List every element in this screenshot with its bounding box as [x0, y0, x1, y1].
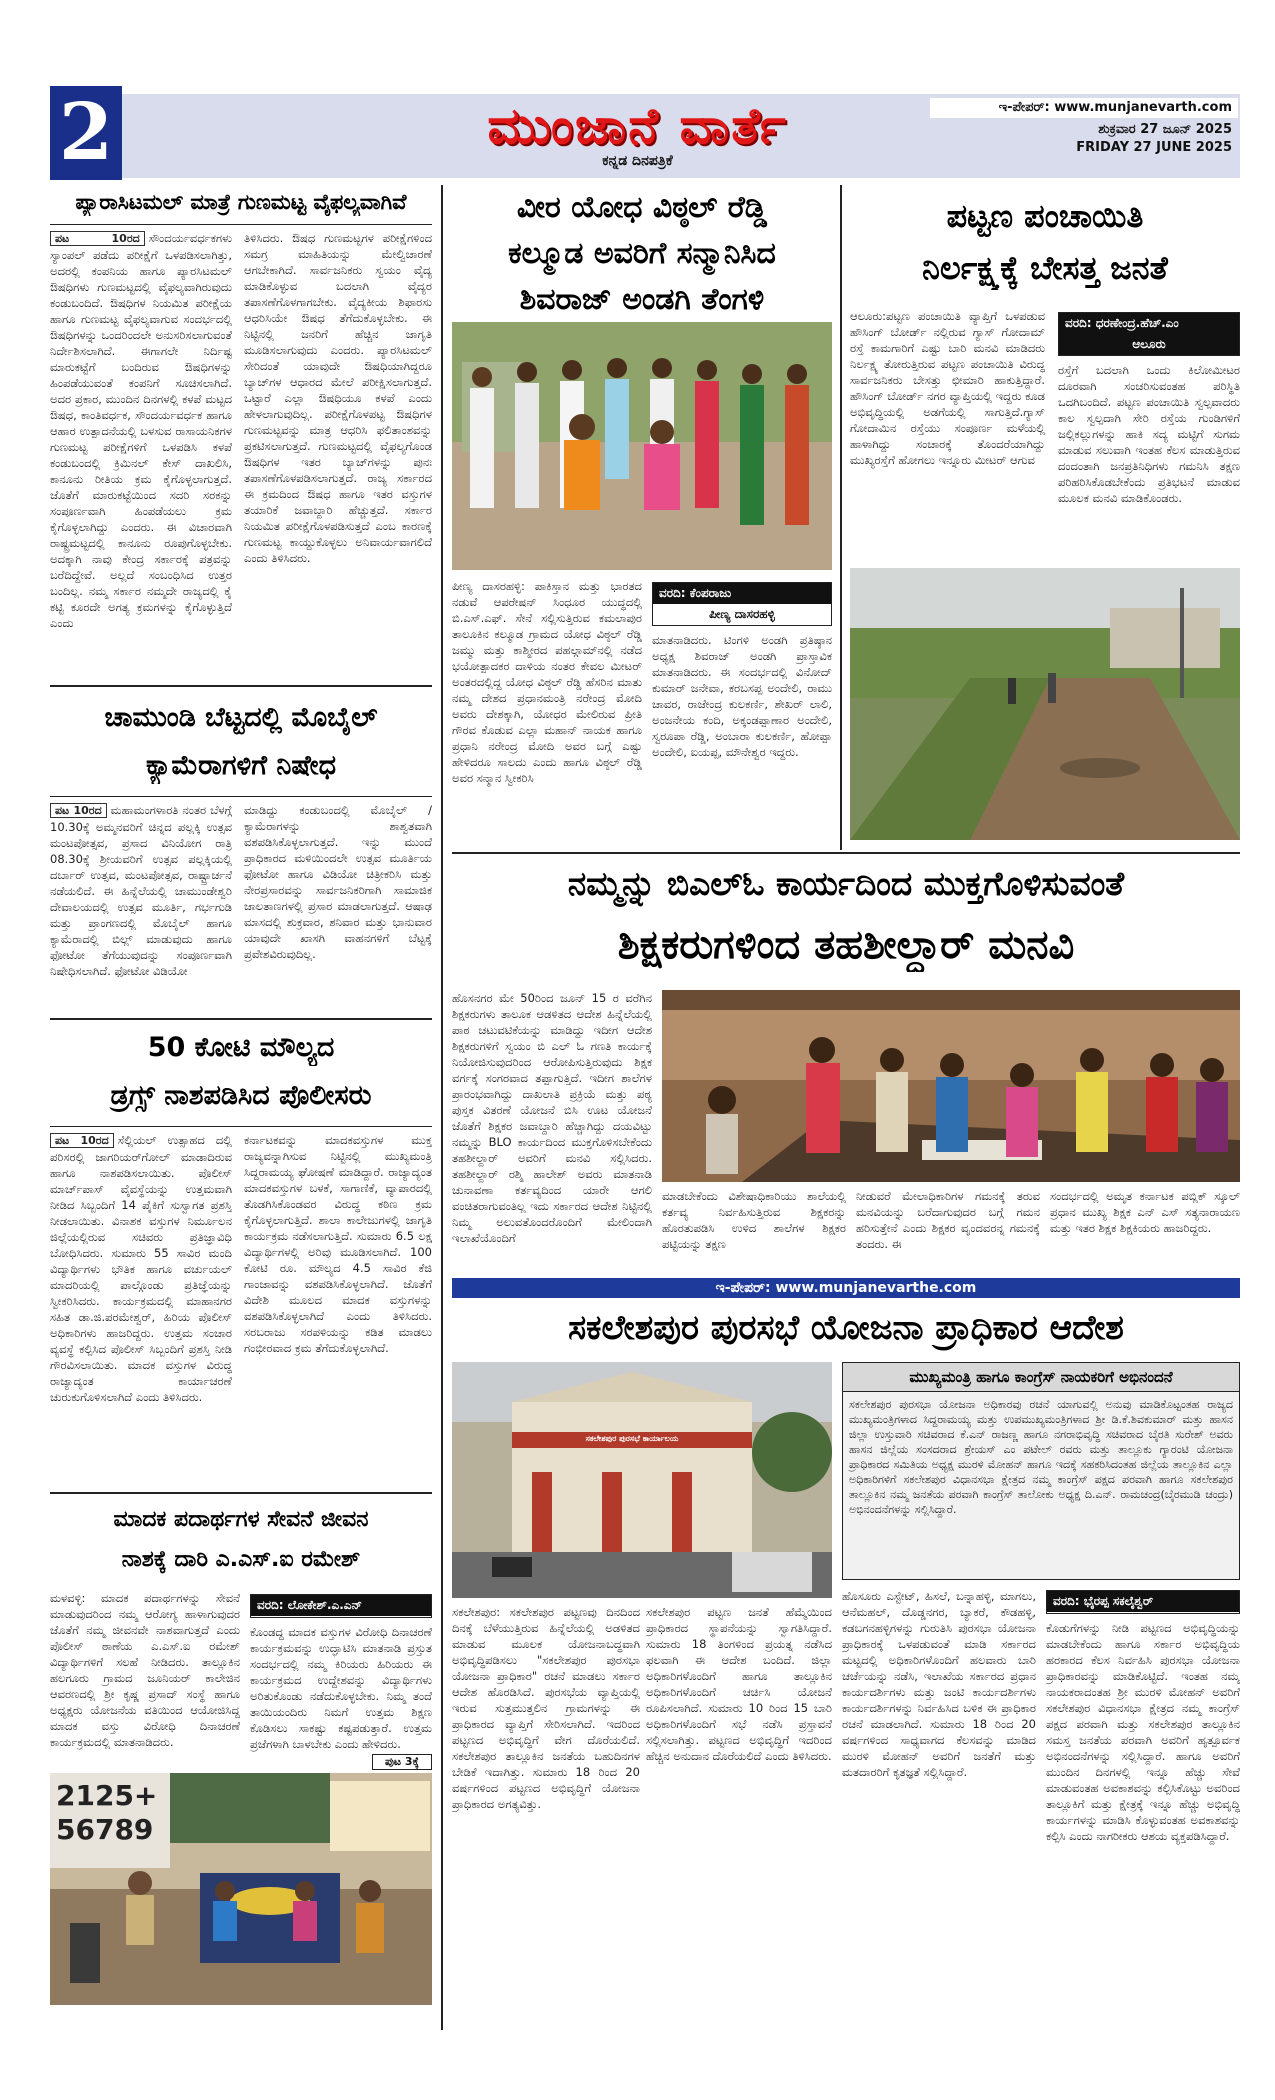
a2-dateline: ಪಟ 10ರದ [50, 803, 107, 818]
town-hall-sign: ಸಕಲೇಶಪುರ ಪುರಸಭೆ ಕಾರ್ಯಾಲಯ [585, 1434, 679, 1443]
a6-byline [1058, 312, 1240, 356]
a1-rule [50, 224, 432, 225]
a2-headline-1: ಚಾಮುಂಡಿ ಬೆಟ್ಟದಲ್ಲಿ ಮೊಬೈಲ್ [104, 702, 378, 733]
a3-rule [50, 1126, 432, 1127]
blackboard-digits-1: 2125+ [56, 1779, 158, 1812]
a7-body-b3: ಸಂದರ್ಭದಲ್ಲಿ ಅಮೃತ ಕರ್ನಾಟಕ ಪಬ್ಲಿಕ್ ಸ್ಕೂಲ್ ಪ್ರಧಾನ ಮುಖ್ಯ ಶಿಕ್ಷಕ ಎನ್ ಎಸ್ ಸತ್ಯನಾರಾಯಣ ಮತ್ತು ಇತರ ಶಿಕ್ಷಕ ಶಿಕ್ಷಕಿಯರು ಹಾಜರಿದ್ದರು. [1050, 1189, 1240, 1235]
a2-rule [50, 796, 432, 797]
a3-bottom-rule [50, 1492, 432, 1494]
a6-headline-1: ಪಟ್ಟಣ ಪಂಚಾಯಿತಿ [946, 197, 1144, 235]
a1-dateline: ಪಟ 10ರದ [50, 231, 145, 246]
a4-body-col1: ಮಳವಳ್ಳಿ: ಮಾದಕ ಪದಾರ್ಥಗಳನ್ನು ಸೇವನೆ ಮಾಡುವುದರಿಂದ ನಮ್ಮ ಆರೋಗ್ಯ ಹಾಳಾಗುವುದರ ಜೊತೆಗೆ ನಮ್ಮ ಜೀವನವೇ ನಾಶವಾಗುತ್ತದೆ ಎಂದು ಪೊಲೀಸ್ ಠಾಣೆಯ ಎ.ಎಸ್.ಐ ರಮೇಶ್ ವಿದ್ಯಾರ್ಥಿಗಳಿಗೆ ಸಲಹೆ ನೀಡಿದರು. ತಾಲ್ಲೂಕಿನ ಹಲಗೂರು ಗ್ರಾಮದ ಜೂನಿಯರ್ ಕಾಲೇಜಿನ ಆವರಣದಲ್ಲಿ ಶ್ರೀ ಕೃಷ್ಣ ಪ್ರಸಾದ್ ಸಂಸ್ಥೆ ಹಾಗೂ ಅಧ್ಯಕ್ಷರು ಯೋಜನೆಯ ವತಿಯಿಂದ ಆಯೋಜಿಸಿದ್ದ ಮಾದಕ ವಸ್ತು ವಿರೋಧಿ ದಿನಾಚರಣೆ ಕಾರ್ಯಕ್ರಮದಲ್ಲಿ ಮಾತನಾಡಿದರು. [50, 1591, 240, 1749]
a8-box-body: ಸಕಲೇಶಪುರ ಪುರಸಭಾ ಯೋಜನಾ ಅಧಿಕಾರವು ರಚನೆ ಯಾಗುವಲ್ಲಿ ಅನುವು ಮಾಡಿಕೊಟ್ಟಂತಹ ರಾಜ್ಯದ ಮುಖ್ಯಮಂತ್ರಿಗಳಾದ ಸಿದ್ದರಾಮಯ್ಯ ಮತ್ತು ಉಪಮುಖ್ಯಮಂತ್ರಿಗಳಾದ ಶ್ರೀ ಡಿ.ಕೆ.ಶಿವಕುಮಾರ್ ಮತ್ತು ಹಾಸನ ಜಿಲ್ಲಾ ಉಸ್ತುವಾರಿ ಸಚಿವರಾದ ಕೆ.ಎನ್ ರಾಜಣ್ಣ ಹಾಗೂ ನಗರಾಭಿವೃದ್ಧಿ ಸಚಿವರಾದ ಬೈರತಿ ಸುರೇಶ್ ಅವರು ಹಾಸನ ಜಿಲ್ಲೆಯ ಸಂಸದರಾದ ಶ್ರೇಯಸ್ ಎಂ ಪಟೇಲ್ ರವರು ಮತ್ತು ತಾಲ್ಲೂಕು ಗ್ಯಾರಂಟಿ ಯೋಜನಾ ಪ್ರಾಧಿಕಾರದ ಸಮಿತಿಯ ಅಧ್ಯಕ್ಷ ಮುರಳಿ ಮೋಹನ್ ಹಾಗೂ ಇದಕ್ಕೆ ಸಹಕರಿಸಿದಂತಹ ಜಿಲ್ಲೆಯ ತಾಲ್ಲೂಕಿನ ಎಲ್ಲಾ ಅಧಿಕಾರಿಗಳಿಗೆ ಸಕಲೇಶಪುರ ವಿಧಾನಸಭಾ ಕ್ಷೇತ್ರದ ನಮ್ಮ ಕಾಂಗ್ರೆಸ್ ಪಕ್ಷದ ಪರವಾಗಿ ಹಾಗೂ ಸಕಲೇಶಪುರ ತಾಲ್ಲೂಕಿನ ನಮ್ಮ ಜನತೆಯ ಪರವಾಗಿ ಕಾಂಗ್ರೆಸ್ ತಾಲೋಕು ಅಧ್ಯಕ್ಷ ದಿ.ಎನ್. ರಾಮಚಂದ್ರ(ಬೈರಮುಡಿ ಚಂದ್ರು) ಅಭಿನಂದನೆಗಳನ್ನು ಸಲ್ಲಿಸಿದ್ದಾರೆ. [849, 1398, 1233, 1517]
a1-text-1: ಸೌಂದರ್ಯವರ್ಧಕಗಳು ಸ್ಯಾಂಪಲ್ ಪಡೆದು ಪರೀಕ್ಷೆಗೆ ಒಳಪಡಿಸಲಾಗಿತ್ತು, ಅದರಲ್ಲಿ ಕಂಪನಿಯ ಹಾಗೂ ಪ್ಯಾರಸಿಟಮಲ್ ಔಷಧಿಗಳು ಗುಣಮಟ್ಟದಲ್ಲಿ ವೈಫಲ್ಯವಾಗಿರುವುದು ಕಂಡುಬಂದಿದೆ. ಔಷಧಿಗಳ ನಿಯಮಿತ ಪರೀಕ್ಷೆಯ ಹಾಗೂ ಗುಣಮಟ್ಟ ವೈಫಲ್ಯವಾಗುವ ಸಂದರ್ಭದಲ್ಲಿ ಔಷಧಿಗಳನ್ನು ಒಂದರಿಂದಲೇ ಅನುಸರಿಸಲಾಗುವಂತೆ ನಿರ್ದೇಶಿಸಲಾಗಿದೆ. ಈಗಾಗಲೇ ನಿರ್ದಿಷ್ಟ ಮಾರುಕಟ್ಟೆಗೆ ಬಂದಿರುವ ಔಷಧಿಗಳನ್ನು ಹಿಂಪಡೆಯುವಂತೆ ಕಂಪನಿಗೆ ಸೂಚಿಸಲಾಗಿದೆ. ಅದರ ಪ್ರಕಾರ, ಮುಂದಿನ ದಿನಗಳಲ್ಲಿ ಕಳಪೆ ಮಟ್ಟದ ಔಷಧ, ಕಾಂತಿವರ್ಧಕ, ಸೌಂದರ್ಯವರ್ಧಕ ಹಾಗೂ ಆಹಾರ ಉತ್ಪಾದನೆಯಲ್ಲಿ ಬಳಸುವ ರಾಸಾಯನಿಕಗಳ ಗುಣಮಟ್ಟ ಪರೀಕ್ಷೆಗಳಿಗೆ ಒಳಪಡಿಸಿ ಕಳಪೆ ಕಂಡುಬಂದಲ್ಲಿ ಕ್ರಿಮಿನಲ್ ಕೇಸ್ ದಾಖಲಿಸಿ, ಕಾನೂನು ರೀತಿಯ ಕ್ರಮ ಕೈಗೊಳ್ಳಲಾಗುತ್ತದೆ. ಜೊತೆಗೆ ಮಾರುಕಟ್ಟೆಯಿಂದ ಸದರಿ ಸರಕನ್ನು ಸಂಪೂರ್ಣವಾಗಿ ಹಿಂಪಡೆಯಲು ಕ್ರಮ ಕೈಗೊಳ್ಳಲಾಗಿದ್ದು ಎಂದರು. ಈ ವಿಚಾರವಾಗಿ ರಾಷ್ಟ್ರಮಟ್ಟದಲ್ಲಿ ಕಾನೂನು ರೂಪುಗೊಳ್ಳಬೇಕು. ಅದಕ್ಕಾಗಿ ನಾವು ಕೇಂದ್ರ ಸರ್ಕಾರಕ್ಕೆ ಪತ್ರವನ್ನು ಬರೆದಿದ್ದೇವೆ. ಅಲ್ಲದೆ ಸಂಬಂಧಿಸಿದ ಉತ್ತರ ಬಂದಿಲ್ಲ. ನಮ್ಮ ಸರ್ಕಾರ ನಮ್ಮದೇ ರಾಜ್ಯದಲ್ಲಿ ಕೈ ಕಟ್ಟಿ ಕೂರದೇ ಅಗತ್ಯ ಕ್ರಮಗಳನ್ನು ಕೈಗೊಳ್ಳುತ್ತಿದೆ ಎಂದು [50, 231, 232, 630]
a5-body-col2: ಮಾತನಾಡಿದರು. ಟಿಂಗಳಿ ಅಂಡಗಿ ಪ್ರತಿಷ್ಠಾನ ಅಧ್ಯಕ್ಷ ಶಿವರಾಜ್ ಅಂಡಗಿ ಪ್ರಾಸ್ತಾವಿಕ ಮಾತನಾಡಿದರು. ಈ ಸಂದರ್ಭದಲ್ಲಿ ವಿನೋದ್ ಕುಮಾರ್ ಜನೇವಾ, ಕರಬಸಪ್ಪ ಅಂದೇಲಿ, ರಾಮು ಚಾವರ, ರಾಜೇಂದ್ರ ಕುಲಕರ್ಣಿ, ಶೇಖರ್ ಲಾಲಿ, ಅಂಜನೇಯ ಕಂದಿ, ಅಕ್ಕಂಡಪ್ಪಾಣಾರ ಅಂದೇಲಿ, ಸ್ವರೂಪಾ ರೆಡ್ಡಿ, ಅಂಬಾರಾ ಕುಲಕರ್ಣಿ, ಹೋಪ್ಪಾ ಅಂದೇಲಿ, ಐಯಪ್ಪ, ಮೌನೇಶ್ವರ ಇದ್ದರು. [652, 633, 832, 759]
a2-body-col1 [50, 802, 232, 1012]
a5-headline-2: ಕಲ್ಮೂಡ ಅವರಿಗೆ ಸನ್ಮಾನಿಸಿದ [508, 236, 776, 271]
a1-bottom-rule [50, 685, 432, 687]
epaper-banner[interactable]: ಇ-ಪೇಪರ್: www.munjanevarthe.com [452, 1278, 1240, 1298]
a8-body-c2: ಸಕಲೇಶಪುರ ಪಟ್ಟಣ ಜನತೆ ಹೆಮ್ಮೆಯಿಂದ ಪ್ರಾಧಿಕಾರದ ಸ್ಥಾಪನೆಯನ್ನು ಸ್ವಾಗತಿಸಿದ್ದಾರೆ. ಸುಮಾರು 18 ತಿಂಗಳಿಂದ ಪ್ರಯತ್ನ ನಡೆಸಿದ ಫಲವಾಗಿ ಈ ಆದೇಶ ಬಂದಿದೆ. ಜಿಲ್ಲಾ ಅಧಿಕಾರಿಗಳೊಂದಿಗೆ ಹಾಗೂ ತಾಲ್ಲೂಕಿನ ಅಧಿಕಾರಿಗಳೊಂದಿಗೆ ಚರ್ಚಿಸಿ ಯೋಜನೆ ರೂಪಿಸಲಾಗಿದೆ. ಸುಮಾರು 10 ರಿಂದ 15 ಬಾರಿ ಅಧಿಕಾರಿಗಳೊಂದಿಗೆ ಸಭೆ ನಡೆಸಿ ಪ್ರಸ್ತಾವನೆ ಸಲ್ಲಿಸಲಾಗಿತ್ತು. ಪಟ್ಟಣದ ಅಭಿವೃದ್ಧಿಗೆ ಇದರಿಂದ ಹೆಚ್ಚಿನ ಅನುದಾನ ದೊರೆಯಲಿದೆ ಎಂದು ತಿಳಿಸಿದರು. [646, 1605, 832, 1763]
office-meeting-illustration [662, 990, 1240, 1182]
blackboard-digits-2: 56789 [56, 1813, 154, 1846]
a8-box-headline: ಮುಖ್ಯಮಂತ್ರಿ ಹಾಗೂ ಕಾಂಗ್ರೆಸ್ ನಾಯಕರಿಗೆ ಅಭಿನಂದನೆ [843, 1363, 1239, 1392]
a8-photo [452, 1362, 832, 1598]
a6-body-col2: ರಸ್ತೆಗೆ ಬದಲಾಗಿ ಒಂದು ಕಿಲೋಮೀಟರ ದೂರವಾಗಿ ಸಂಚರಿಸುವಂತಹ ಪರಿಸ್ಥಿತಿ ಒದಗಿಬಂದಿದೆ. ಪಟ್ಟಣ ಪಂಚಾಯಿತಿ ಸ್ವಲ್ಪವಾದರು ಕಾಲ ಸ್ವಲ್ಪದಾಗಿ ಸೇರಿ ರಸ್ತೆಯ ಗುಂಡಿಗಳಿಗೆ ಜಲ್ಲಿಕಲ್ಲುಗಳನ್ನು ಹಾಕಿ ಸದ್ಯ ಮಟ್ಟಿಗೆ ಸುಗಮ ಮಾಡುವ ಸಲುವಾಗಿ ಇಂತಹ ಕೆಲಸ ಮಾಡುತ್ತಿರುವ ದಂದಂತಾಗಿ ಜನಪ್ರತಿನಿಧಿಗಳು ಗಮನಿಸಿ ತಕ್ಷಣ ಪರಿಹರಿಸಿಕೊಡಬೇಕೆಂದು ಪ್ರತಿಭಟನೆ ಮಾಡುವ ಮೂಲಕ ಮನವಿ ಮಾಡಿಕೊಂಡರು. [1058, 363, 1240, 505]
town-hall-illustration [452, 1362, 832, 1598]
a3-text-1: ಸೆಲ್ಲಿಯಲ್ ಉತ್ಸಾಹದ ದಲ್ಲಿ ಪರಿಸರಲ್ಲಿ ಜಾಗರಿಯರ್‌ಗೋಲ್ ಮಾಡಾದಿರುವ ಹಾಗೂ ನಾಶಪಡಿಸಲಾಯಿತು. ಪೊಲೀಸ್ ಮಾರ್ಚ್‌ಪಾಸ್ ವೈವಸ್ಥೆಯನ್ನು ಉತ್ತಮವಾಗಿ ನೀಡಿದ ಸಿಬ್ಬಂದಿಗೆ 14 ಪೈಕಿಗೆ ಸುಸ್ವಾಗತ ಪ್ರಶಸ್ತಿ ನೀಡಲಾಯಿತು. ವಿನಾಶಕ ವಸ್ತುಗಳ ನಿರ್ಮೂಲನ ಜಿಲ್ಲೆಯಲ್ಲಿರುವ ಸಚಿವರು ಪ್ರತಿಜ್ಞಾವಿಧಿ ಬೋಧಿಸಿದರು. ಸುಮಾರು 55 ಸಾವಿರ ಮಂದಿ ವಿದ್ಯಾರ್ಥಿಗಳು ಭೌತಿಕ ಹಾಗೂ ವರ್ಚುಯಲ್ ಮಾದರಿಯಲ್ಲಿ ಪಾಲ್ಗೊಂಡು ಪ್ರತಿಜ್ಞೆಯನ್ನು ಸ್ವೀಕರಿಸಿದರು. ಕಾರ್ಯಕ್ರಮದಲ್ಲಿ ಮಾಹಾನಗರ ಸಹಿತ ಡಾ.ಜಿ.ಪರಮೇಶ್ವರ್, ಹಿರಿಯ ಪೊಲೀಸ್ ಅಧಿಕಾರಿಗಳು ಹಾಜರಿದ್ದರು. ಉತ್ತಮ ಸಂಚಾರ ವ್ಯವಸ್ಥೆ ಕಲ್ಪಿಸಿದ ಪೊಲೀಸ್ ಸಿಬ್ಬಂದಿಗೆ ಪ್ರಶಸ್ತಿ ನೀಡಿ ಗೌರವಿಸಲಾಯಿತು. ಮಾದಕ ವಸ್ತುಗಳ ವಿರುದ್ಧ ರಾಜ್ಯಾದ್ಯಂತ ಕಾರ್ಯಾಚರಣೆ ಚುರುಕುಗೊಳಿಸಲಾಗಿದೆ ಎಂದು ತಿಳಿಸಿದರು. [50, 1133, 232, 1404]
a1-body-col1 [50, 230, 232, 675]
a8-body-c3: ಹೊಸೂರು ಎಸ್ಟೇಟ್, ಹಿಸಲೆ, ಬನ್ನಾಹಳ್ಳಿ, ಮಾಗಲು, ಆನೆಮಹಲ್, ದೊಡ್ಡನಗರ, ಬ್ಯಾಕರೆ, ಕೌಡಹಳ್ಳಿ, ಕಡಬಗನಹಳ್ಳಿಗಳನ್ನು ಗುರುತಿಸಿ ಪುರಸಭಾ ಯೋಜನಾ ಪ್ರಾಧಿಕಾರಕ್ಕೆ ಒಳಪಡುವಂತೆ ಮಾಡಿ ಸರ್ಕಾರದ ಮಟ್ಟದಲ್ಲಿ ಅಧಿಕಾರಿಗಳೊಂದಿಗೆ ಹಲವಾರು ಬಾರಿ ಚರ್ಚೆಯನ್ನು ನಡೆಸಿ, ಇಲಾಖೆಯ ಸರ್ಕಾರದ ಪ್ರಧಾನ ಕಾರ್ಯದರ್ಶಿಗಳು ಮತ್ತು ಜಂಟಿ ಕಾರ್ಯದರ್ಶಿಗಳು ಕಾರ್ಯದರ್ಶಿಗಳನ್ನು ನಿರ್ವಹಿಸಿದ ಬಳಿಕ ಈ ಪ್ರಾಧಿಕಾರ ರಚನೆ ಮಾಡಲಾಗಿದೆ. ಸುಮಾರು 18 ರಿಂದ 20 ವರ್ಷಗಳಿಂದ ಸಾಧ್ಯವಾಗದ ಕೆಲಸವನ್ನು ಮಾಡಿದ ಮುರಳಿ ಮೋಹನ್ ಅವರಿಗೆ ಜನತೆಗೆ ಮತ್ತು ಮತದಾರರಿಗೆ ಕೃತಜ್ಞತೆ ಸಲ್ಲಿಸಿದ್ದಾರೆ. [842, 1589, 1036, 1779]
a7-photo [662, 990, 1240, 1182]
a4-photo [50, 1773, 432, 2005]
a4-headline-2: ನಾಶಕ್ಕೆ ದಾರಿ ಎ.ಎಸ್.ಐ ರಮೇಶ್ [121, 1547, 361, 1572]
column-rule-left [441, 185, 443, 2030]
a6-body-col1: ಆಲೂರು:ಪಟ್ಟಣ ಪಂಚಾಯಿತಿ ವ್ಯಾಪ್ತಿಗೆ ಒಳಪಡುವ ಹೌಸಿಂಗ್ ಬೋರ್ಡ್ ನಲ್ಲಿರುವ ಗ್ಯಾಸ್ ಗೋದಾಮ್ ರಸ್ತೆ ಕಾಮಗಾರಿಗೆ ಎಷ್ಟು ಬಾರಿ ಮನವಿ ಮಾಡಿದರು ನಿರ್ಲಕ್ಷ್ಯ ತೋರುತ್ತಿರುವ ಪಟ್ಟಣ ಪಂಚಾಯಿತಿ ವಿರುದ್ಧ ಸಾರ್ವಜನಿಕರು ಬೇಸತ್ತು ಛೀಮಾರಿ ಹಾಕುತ್ತಿದ್ದಾರೆ. ಹೌಸಿಂಗ್ ಬೋರ್ಡ್ ನಗರ ವ್ಯಾಪ್ತಿಯಲ್ಲಿ ಇದ್ದರು ಕೂಡ ಅಭಿವೃದ್ಧಿಯಲ್ಲಿ ಅಡಗೆಯಲ್ಲಿ ಸಾಗುತ್ತಿದೆ.ಗ್ಯಾಸ್ ಗೋದಾಮಿನ ರಸ್ತೆಯು ಸಂಪೂರ್ಣ ಮಳೆಯಲ್ಲಿ ಹಾಳಾಗಿದ್ದು ಸಂಚಾರಕ್ಕೆ ತೊಂದರೆಯಾಗಿದ್ದು ಮುಖ್ಯರಸ್ತೆಗೆ ಹೋಗಲು ಇನ್ನೂರು ಮೀಟರ್ ಆಗುವ [850, 309, 1045, 467]
a7-headline-2: ಶಿಕ್ಷಕರುಗಳಿಂದ ತಹಶೀಲ್ದಾರ್ ಮನವಿ [617, 922, 1075, 968]
a2-headline-2: ಕ್ಯಾಮೆರಾಗಳಿಗೆ ನಿಷೇಧ [145, 750, 337, 781]
a4-byline-label: ವರದಿ: ಲೋಕೇಶ್.ಎ.ಎನ್ [251, 1595, 431, 1616]
a6-photo [850, 568, 1240, 840]
column-rule-mid [840, 185, 842, 850]
a4-byline [250, 1594, 432, 1618]
a6-headline-2: ನಿರ್ಲಕ್ಷ್ಯಕ್ಕೆ ಬೇಸತ್ತ ಜನತೆ [922, 249, 1168, 287]
a2-text-1: ಮಹಾಮಂಗಳಾರತಿ ನಂತರ ಬೆಳಗ್ಗೆ 10.30ಕ್ಕೆ ಅಮ್ಮನವರಿಗೆ ಚಿನ್ನದ ಪಲ್ಲಕ್ಕಿ ಉತ್ಸವ ಮಂಟಪೋತ್ಸವ, ಪ್ರಸಾದ ವಿನಿಯೋಗ ರಾತ್ರಿ 08.30ಕ್ಕೆ ಶ್ರೀಯವರಿಗೆ ಉತ್ಸವ ಪಲ್ಲಕ್ಕಿಯಲ್ಲಿ ದರ್ಬಾರ್ ಉತ್ಸವ, ಮಂಟಪೋತ್ಸವ, ರಾಷ್ಟ್ರಾರ್ಚನೆ ನಡೆಯಲಿದೆ. ಈ ಹಿನ್ನೆಲೆಯಲ್ಲಿ ಚಾಮುಂಡೇಶ್ವರಿ ದೇವಾಲಯದಲ್ಲಿ ಉತ್ಸವ ಮೂರ್ತಿ, ಗರ್ಭಗುಡಿ ಮತ್ತು ಪ್ರಾಂಗಣದಲ್ಲಿ ಮೊಬೈಲ್ ಹಾಗೂ ಕ್ಯಾಮೆರಾದಲ್ಲಿ ಬಿಲ್ಲ್ ಮಾಡುವುದು ಹಾಗೂ ಫೋಟೋ ತೆಗೆಯುವುದನ್ನು ಸಂಪೂರ್ಣವಾಗಿ ನಿಷೇಧಿಸಲಾಗಿದೆ. ಫೋಟೋ ವಿಡಿಯೋ [50, 803, 232, 978]
a3-headline-2: ಡ್ರಗ್ಸ್ ನಾಶಪಡಿಸಿದ ಪೊಲೀಸರು [110, 1080, 372, 1111]
a5-headline-3: ಶಿವರಾಜ್ ಅಂಡಗಿ ತೆಂಗಳಿ [519, 282, 765, 317]
a8-body-c4: ಕೊಡುಗೆಗಳನ್ನು ನೀಡಿ ಪಟ್ಟಣದ ಅಭಿವೃದ್ಧಿಯನ್ನು ಮಾಡಬೇಕೆಂದು ಹಾಗೂ ಸರ್ಕಾರ ಅಭಿವೃದ್ಧಿಯ ಹರಕಾರದ ಕೆಲಸ ನಿರ್ವಹಿಸಿ ಪುರಸಭಾ ಯೋಜನಾ ಪ್ರಾಧಿಕಾರವನ್ನು ಮಾಡಿಕೊಟ್ಟಿದೆ. ಇಂತಹ ನಮ್ಮ ನಾಯಕರಾದಂತಹ ಶ್ರೀ ಮುರಳಿ ಮೋಹನ್ ಅವರಿಗೆ ಸಕಲೇಶಪುರ ವಿಧಾನಸಭಾ ಕ್ಷೇತ್ರದ ನಮ್ಮ ಕಾಂಗ್ರೆಸ್ ಪಕ್ಷದ ಪರವಾಗಿ ಮತ್ತು ಸಕಲೇಶಪುರ ತಾಲ್ಲೂಕಿನ ಸಮಸ್ತ ಜನತೆಯ ಪರವಾಗಿ ಅವರಿಗೆ ಹೃತ್ಪೂರ್ವಕ ಅಭಿನಂದನೆಗಳನ್ನು ಸಲ್ಲಿಸಿದ್ದಾರೆ. ಹಾಗೂ ಅವರಿಗೆ ಮುಂದಿನ ದಿನಗಳಲ್ಲಿ ಇನ್ನೂ ಹೆಚ್ಚು ಸೇವೆ ಮಾಡುವಂತಹ ಅವಕಾಶವನ್ನು ಕಲ್ಪಿಸಿಕೊಟ್ಟು ಅವರಿಂದ ತಾಲ್ಲೂಕಿಗೆ ಮತ್ತು ಕ್ಷೇತ್ರಕ್ಕೆ ಇನ್ನೂ ಹೆಚ್ಚು ಅಭಿವೃದ್ಧಿ ಕಾರ್ಯಗಳನ್ನು ಮಾಡಿಸಿ ಕೊಳ್ಳುವಂತಹ ಅವಕಾಶವನ್ನು ಕಲ್ಪಿಸಿ ಎಂದು ನಾಗರೀಕರು ಆಶಯ ವ್ಯಕ್ತಪಡಿಸಿದ್ದಾರೆ. [1046, 1621, 1240, 1843]
date-english: FRIDAY 27 JUNE 2025 [1076, 140, 1232, 155]
a8-box [842, 1362, 1240, 1580]
a4-continued: ಪುಟ 3ಕ್ಕೆ [372, 1754, 432, 1770]
a2-body-col2: ಮಾಡಿದ್ದು ಕಂಡುಬಂದಲ್ಲಿ ಮೊಬೈಲ್ / ಕ್ಯಾಮೆರಾಗಳನ್ನು ಶಾಶ್ವತವಾಗಿ ವಶಪಡಿಸಿಕೊಳ್ಳಲಾಗುತ್ತದೆ. ಇನ್ನು ಮುಂದೆ ಪ್ರಾಧಿಕಾರದ ಮಳಿಯಿಂದಲೇ ಉತ್ಸವ ಮೂರ್ತಿಯ ಫೋಟೋ ಹಾಗೂ ವಿಡಿಯೋ ಚಿತ್ರೀಕರಿಸಿ ಮತ್ತು ನೇರಪ್ರಸಾರವನ್ನು ಸಾರ್ವಜನಿಕರಿಗಾಗಿ ಸಾಮಾಜಿಕ ಜಾಲತಾಣಗಳಲ್ಲಿ ಪ್ರಸಾರ ಮಾಡಲಾಗುತ್ತದೆ. ಆಷಾಢ ಮಾಸದಲ್ಲಿ ಶುಕ್ರವಾರ, ಶನಿವಾರ ಮತ್ತು ಭಾನುವಾರ ಯಾವುದೇ ಖಾಸಗಿ ವಾಹನಗಳಿಗೆ ಬೆಟ್ಟಕ್ಕೆ ಪ್ರವೇಶವಿರುವುದಿಲ್ಲ. [244, 803, 432, 961]
epaper-link[interactable]: ಇ-ಪೇಪರ್: www.munjanevarth.com [930, 98, 1238, 118]
date-kannada: ಶುಕ್ರವಾರ 27 ಜೂನ್ 2025 [1098, 122, 1232, 137]
a1-body-col2: ತಿಳಿಸಿದರು. ಔಷಧ ಗುಣಮಟ್ಟಗಳ ಪರೀಕ್ಷೆಗಳಿಂದ ಸಮಗ್ರ ಮಾಹಿತಿಯನ್ನು ಮೇಲ್ವಿಚಾರಣೆ ಆಗಬೇಕಾಗಿದೆ. ಸಾರ್ವಜನಿಕರು ಸ್ವಯಂ ವೈದ್ಯ ಮಾಡಿಕೊಳ್ಳುವ ಬದಲಾಗಿ ವೈದ್ಯರ ತಪಾಸಣೆಗೊಳಗಾಗಬೇಕು. ವೈದ್ಯಕೀಯ ಶಿಫಾರಸು ಆಧರಿಸಿಯೇ ಔಷಧ ತೆಗೆದುಕೊಳ್ಳಬೇಕು. ಈ ನಿಟ್ಟಿನಲ್ಲಿ ಜನರಿಗೆ ಹೆಚ್ಚಿನ ಜಾಗೃತಿ ಮೂಡಿಸಲಾಗುವುದು ಎಂದರು. ಪ್ಯಾರಸಿಟಮಲ್ ಸೇರಿದಂತೆ ಯಾವುದೇ ಔಷಧಿಯಾಗಿದ್ದರೂ ಬ್ಯಾಚ್‌ಗಳ ಆಧಾರದ ಮೇಲೆ ಪರೀಕ್ಷಿಸಲಾಗುತ್ತದೆ. ಒಟ್ಟಾರೆ ಎಲ್ಲಾ ಔಷಧಿಯೂ ಕಳಪೆ ಎಂದು ಹೇಳಲಾಗುವುದಿಲ್ಲ. ಪರೀಕ್ಷೆಗೊಳಪಟ್ಟ ಔಷಧಿಗಳ ಗುಣಮಟ್ಟವನ್ನು ಮಾತ್ರ ಆಧರಿಸಿ ಫಲಿತಾಂಶವನ್ನು ಪ್ರಕಟಿಸಲಾಗುತ್ತದೆ. ಗುಣಮಟ್ಟದಲ್ಲಿ ವೈಫಲ್ಯಗೊಂಡ ಔಷಧಿಗಳ ಇತರ ಬ್ಯಾಚ್‌ಗಳನ್ನು ಪುನಃ ತಪಾಸಣೆಗೊಳಪಡಿಸಲಾಗುತ್ತದೆ. ರಾಜ್ಯ ಸರ್ಕಾರದ ಈ ಕ್ರಮದಿಂದ ಔಷಧ ಹಾಗೂ ಇತರ ವಸ್ತುಗಳ ತಯಾರಿಕೆ ಜವಾಬ್ದಾರಿ ಹೆಚ್ಚುತ್ತದೆ. ಸರ್ಕಾರ ನಿಯಮಿತ ಪರೀಕ್ಷೆಗೊಳಪಡಿಸುತ್ತದೆ ಎಂಬ ಕಾರಣಕ್ಕೆ ಗುಣಮಟ್ಟ ಕಾಯ್ದುಕೊಳ್ಳಲು ಅನಿವಾರ್ಯವಾಗಲಿದೆ ಎಂದು ತಿಳಿಸಿದರು. [244, 231, 432, 565]
page-number-box: 2 [50, 86, 122, 180]
a5-body-col1: ಪೀಣ್ಯ ದಾಸರಹಳ್ಳಿ: ಪಾಕಿಸ್ತಾನ ಮತ್ತು ಭಾರತದ ನಡುವೆ ಆಪರೇಷನ್ ಸಿಂಧೂರ ಯುದ್ಧದಲ್ಲಿ ಬಿ.ಎಸ್.ಎಫ್. ಸೇನೆ ಸಲ್ಲಿಸುತ್ತಿರುವ ಕಮಲಾಪುರ ತಾಲೂಕಿನ ಕಲ್ಮೂಡ ಗ್ರಾಮದ ಯೋಧ ವಿಠ್ಠಲ್ ರೆಡ್ಡಿ ಜಮ್ಮು ಮತ್ತು ಕಾಶ್ಮೀರದ ಪಹಲ್ಗಾಮ್‌ನಲ್ಲಿ ನಡೆದ ಭಯೋತ್ಪಾದಕರ ದಾಳಿಯ ನಂತರ ಕೇವಲ ಮೀಟರ್ ಅಂತರದಲ್ಲಿದ್ದ ಯೋಧ ವಿಠ್ಠಲ್ ರೆಡ್ಡಿ ಹೆಸರಿನ ಮಾತು ನಮ್ಮ ದೇಶದ ಪ್ರಧಾನಮಂತ್ರಿ ನರೇಂದ್ರ ಮೋದಿ ಅವರು ದೇಶಕ್ಕಾಗಿ, ಯೋಧರ ಮೇಲಿರುವ ಪ್ರೀತಿ ಗೌರವ ಕೊಡುವ ಎಲ್ಲಾ ಮಹಾನ್ ನಾಯಕ ಹಾಗೂ ಪ್ರಧಾನಿ ನರೇಂದ್ರ ಮೋದಿ ಅವರ ಬಗ್ಗೆ ಎಷ್ಟು ಹೇಳಿದರೂ ಸಾಲದು ಎಂದು ಹಾಗೂ ವಿಠ್ಠಲ್ ರೆಡ್ಡಿ ಅವರ ಸನ್ಮಾನ ಸ್ವೀಕರಿಸಿ [452, 579, 642, 785]
a1-headline: ಪ್ಯಾರಾಸಿಟಮಲ್ ಮಾತ್ರೆ ಗುಣಮಟ್ಟ ವೈಫಲ್ಯವಾಗಿವೆ [75, 190, 407, 214]
a5-photo [452, 322, 832, 570]
a7-headline-1: ನಮ್ಮನ್ನು ಬಿಎಲ್ಓ ಕಾರ್ಯದಿಂದ ಮುಕ್ತಗೊಳಿಸುವಂತೆ [567, 864, 1125, 903]
a3-dateline: ಪಟ 10ರದ [50, 1133, 114, 1148]
a7-top-rule [452, 852, 1240, 854]
a6-byline-place: ಆಲೂರು [1059, 334, 1239, 355]
a8-body-c1: ಸಕಲೇಶಪುರ: ಸಕಲೇಶಪುರ ಪಟ್ಟಣವು ದಿನದಿಂದ ದಿನಕ್ಕೆ ಬೆಳೆಯುತ್ತಿರುವ ಹಿನ್ನೆಲೆಯಲ್ಲಿ ಅಡಳಿತದ ಮಾಡುವ ಮೂಲಕ ಯೋಜನಾಬದ್ಧವಾಗಿ ಅಭಿವೃದ್ಧಿಪಡಿಸಲು "ಸಕಲೇಶಪುರ ಪುರಸಭಾ ಯೋಜನಾ ಪ್ರಾಧಿಕಾರ" ರಚನೆ ಮಾಡಲು ಸರ್ಕಾರ ಆದೇಶ ಹೊರಡಿಸಿದೆ. ಪುರಸಭೆಯ ವ್ಯಾಪ್ತಿಯಲ್ಲಿ ಇರುವ ಸುತ್ತಮುತ್ತಲಿನ ಗ್ರಾಮಗಳನ್ನು ಈ ಪ್ರಾಧಿಕಾರದ ವ್ಯಾಪ್ತಿಗೆ ಸೇರಿಸಲಾಗಿದೆ. ಇದರಿಂದ ಪಟ್ಟಣದ ಅಭಿವೃದ್ಧಿಗೆ ವೇಗ ದೊರೆಯಲಿದೆ. ಸಕಲೇಶಪುರ ತಾಲ್ಲೂಕಿನ ಜನತೆಯ ಬಹುದಿನಗಳ ಬೇಡಿಕೆ ಇದಾಗಿತ್ತು. ಸುಮಾರು 18 ರಿಂದ 20 ವರ್ಷಗಳಿಂದ ಪಟ್ಟಣದ ಅಭಿವೃದ್ಧಿಗೆ ಯೋಜನಾ ಪ್ರಾಧಿಕಾರದ ಅಗತ್ಯವಿತ್ತು. [452, 1605, 640, 1811]
a3-body-col1 [50, 1132, 232, 1472]
a5-byline [652, 582, 832, 626]
a7-body-left: ಹೊಸನಗರ ಮೇ 50ರಿಂದ ಜೂನ್ 15 ರ ವರೆಗಿನ ಶಿಕ್ಷಕರುಗಳು ತಾಲೂಕ ಆಡಳಿತದ ಆದೇಶ ಹಿನ್ನೆಲೆಯಲ್ಲಿ ಪಾಠ ಚಟುವಟಿಕೆಯನ್ನು ಮಾಡಿದ್ದು ಇದೀಗ ಆದೇಶ ಶಿಕ್ಷಕರುಗಳಿಗೆ ಸ್ವಯಂ ಬಿ ಎಲ್ ಓ ಗಣತಿ ಕಾರ್ಯಕ್ಕೆ ನಿಯೋಜಿಸುವುದರಿಂದ ಆರೋಪಿಸುತ್ತಿರುವುದು ಶಿಕ್ಷಕ ವರ್ಗಕ್ಕೆ ಸಂಗರವಾದ ತಪ್ಪಾಗುತ್ತಿದೆ. ಇದೀಗ ಶಾಲೆಗಳ ಪ್ರಾರಂಭವಾಗಿದ್ದು ದಾಖಲಾತಿ ಪ್ರಕ್ರಿಯೆ ಮತ್ತು ಪಠ್ಯ ಪುಸ್ತಕ ವಿತರಣೆ ಯೋಜನೆ ಬಿಸಿ ಊಟ ಯೋಜನೆ ಜೊತೆಗೆ ಶಿಕ್ಷಕರ ಜವಾಬ್ದಾರಿ ಹೆಚ್ಚಾಗಿದ್ದು ದಯವಿಟ್ಟು ನಮ್ಮನ್ನು BLO ಕಾರ್ಯದಿಂದ ಮುಕ್ತಗೊಳಿಸಬೇಕೆಂದು ತಹಶೀಲ್ದಾರ್ ಅವರಿಗೆ ಮನವಿ ಸಲ್ಲಿಸಿದರು. ತಹಶೀಲ್ದಾರ್ ರಶ್ಮಿ ಹಾಲೇಶ್ ಅವರು ಮಾತನಾಡಿ ಚುನಾವಣಾ ಕರ್ತವ್ಯದಿಂದ ಯಾರೇ ಆಗಲಿ ವಂಚಿತರಾಗುವಂತಿಲ್ಲ ಇದು ಸರ್ಕಾರದ ಆದೇಶ ನಿಟ್ಟಿನಲ್ಲಿ ನಿಮ್ಮ ಅಲುವತೊಂದರೊಂದಿಗೆ ಮೇಲಿಂದಾಗಿ ಇಲಾಖೆಯೊಂದಿಗೆ [452, 991, 652, 1245]
a3-headline-1: 50 ಕೋಟಿ ಮೌಲ್ಯದ [147, 1032, 335, 1063]
a7-body-b2: ನೀಡುವರೆ ಮೇಲಾಧಿಕಾರಿಗಳ ಗಮನಕ್ಕೆ ತರುವ ಮನವಿಯನ್ನು ಬರೆದಾಗುವುದರ ಬಗ್ಗೆ ಗಮನ ಹರಿಸುತ್ತೇನೆ ಎಂದು ಶಿಕ್ಷಕರ ವೃಂದವರನ್ನ ಗಮನಕ್ಕೆ ತಂದರು. ಈ [856, 1189, 1040, 1251]
a8-byline-label: ವರದಿ: ಭೈರಪ್ಪ ಸಕಲೈಶ್ವರ್ [1047, 1591, 1239, 1612]
masthead-text: ಮುಂಜಾನೆ ವಾರ್ತೆ [487, 97, 788, 155]
a5-byline-label: ವರದಿ: ಕೆಂಪರಾಜು [653, 583, 831, 604]
damaged-road-illustration [850, 568, 1240, 840]
a7-body-b1: ಮಾಡಬೇಕೆಂದು ವಿಶೇಷಾಧಿಕಾರಿಯು ಶಾಲೆಯಲ್ಲಿ ಕರ್ತವ್ಯ ನಿರ್ವಹಿಸುತ್ತಿರುವ ಶಿಕ್ಷಕರನ್ನು ಹೊರತುಪಡಿಸಿ ಉಳಿದ ಶಾಲೆಗಳ ಶಿಕ್ಷಕರ ಪಟ್ಟಿಯನ್ನು ತಕ್ಷಣ [662, 1189, 846, 1251]
masthead-tagline: ಕನ್ನಡ ದಿನಪತ್ರಿಕೆ [602, 153, 673, 169]
a8-headline: ಸಕಲೇಶಪುರ ಪುರಸಭೆ ಯೋಜನಾ ಪ್ರಾಧಿಕಾರ ಆದೇಶ [568, 1308, 1124, 1348]
a5-byline-place: ಪೀಣ್ಯ ದಾಸರಹಳ್ಳಿ [709, 607, 775, 621]
a8-byline [1046, 1590, 1240, 1614]
a4-body-col2: ಕೊಂಡದ್ದ ಮಾದಕ ವಸ್ತುಗಳ ವಿರೋಧಿ ದಿನಾಚರಣೆ ಕಾರ್ಯಕ್ರಮವನ್ನು ಉದ್ಘಾಟಿಸಿ ಮಾತನಾಡಿ ಪ್ರಸ್ತುತ ಸಂದರ್ಭದಲ್ಲಿ ನಮ್ಮ ಕಿರಿಯರು ಹಿರಿಯರು ಈ ಕಾರ್ಯಕ್ರಮದ ಉದ್ದೇಶವನ್ನು ವಿದ್ಯಾರ್ಥಿಗಳು ಅರಿತುಕೊಂಡು ನಡೆದುಕೊಳ್ಳಬೇಕು. ನಿಮ್ಮ ತಂದೆ ತಾಯಿಯಂದಿರು ನಿಮಗೆ ಉತ್ತಮ ಶಿಕ್ಷಣ ಕೊಡಿಸಲು ಸಾಕಷ್ಟು ಕಷ್ಟಪಡುತ್ತಾರೆ. ಉತ್ತಮ ಪ್ರಜೆಗಳಾಗಿ ಬಾಳಬೇಕು ಎಂದು ಹೇಳಿದರು. [250, 1625, 432, 1751]
a2-bottom-rule [50, 1018, 432, 1020]
a6-byline-label: ವರದಿ: ಧರಣೇಂದ್ರ.ಹೆಚ್.ಎಂ [1059, 313, 1239, 334]
a5-headline-1: ವೀರ ಯೋಧ ವಿಠ್ಠಲ್ ರೆಡ್ಡಿ [516, 190, 768, 225]
a4-headline-1: ಮಾದಕ ಪದಾರ್ಥಗಳ ಸೇವನೆ ಜೀವನ [113, 1507, 369, 1532]
felicitation-illustration [452, 322, 832, 570]
a3-body-col2: ಕರ್ನಾಟಕವನ್ನು ಮಾದಕವಸ್ತುಗಳ ಮುಕ್ತ ರಾಜ್ಯವನ್ನಾಗಿಸುವ ನಿಟ್ಟಿನಲ್ಲಿ ಮುಖ್ಯಮಂತ್ರಿ ಸಿದ್ದರಾಮಯ್ಯ ಘೋಷಣೆ ಮಾಡಿದ್ದಾರೆ. ರಾಜ್ಯಾದ್ಯಂತ ಮಾದಕವಸ್ತುಗಳ ಬಳಕೆ, ಸಾಗಾಣಿಕೆ, ವ್ಯಾಪಾರದಲ್ಲಿ ತೊಡಗಿಸಿಕೊಂಡವರ ವಿರುದ್ಧ ಕಠಿಣ ಕ್ರಮ ಕೈಗೊಳ್ಳಲಾಗುತ್ತಿದೆ. ಶಾಲಾ ಕಾಲೇಜುಗಳಲ್ಲಿ ಜಾಗೃತಿ ಕಾರ್ಯಕ್ರಮ ನಡೆಸಲಾಗುತ್ತಿದೆ. ಸುಮಾರು 6.5 ಲಕ್ಷ ವಿದ್ಯಾರ್ಥಿಗಳಲ್ಲಿ ಅರಿವು ಮೂಡಿಸಲಾಗಿದೆ. 100 ಕೋಟಿ ರೂ. ಮೌಲ್ಯದ 4.5 ಸಾವಿರ ಕೆಜಿ ಗಾಂಜಾವನ್ನು ವಶಪಡಿಸಿಕೊಳ್ಳಲಾಗಿದೆ. ಜೊತೆಗೆ ವಿದೇಶಿ ಮೂಲದ ಮಾದಕ ವಸ್ತುಗಳನ್ನು ವಶಪಡಿಸಿಕೊಳ್ಳಲಾಗಿದೆ ಎಂದು ತಿಳಿಸಿದರು. ಸರಬರಾಜು ಸರಪಳಿಯನ್ನು ಕಡಿತ ಮಾಡಲು ಗಂಭೀರವಾದ ಕ್ರಮ ತೆಗೆದುಕೊಳ್ಳಲಾಗಿದೆ. [244, 1133, 432, 1355]
